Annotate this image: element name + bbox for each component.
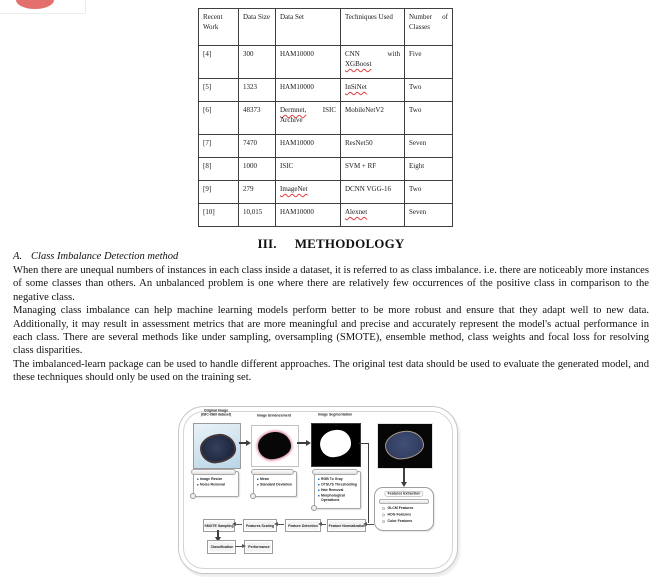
flow-box-features-scaling: Features Scaling xyxy=(243,519,277,532)
circle-bullet-icon xyxy=(382,520,385,523)
column-header: Number of Classes xyxy=(405,9,453,46)
methodology-flowchart-figure xyxy=(178,406,458,574)
segmentation-steps xyxy=(318,477,363,504)
enhancement-scroll xyxy=(253,471,297,497)
bullet-icon xyxy=(318,479,320,481)
preprocessing-steps xyxy=(197,477,241,488)
flow-box-performance: Performance xyxy=(244,540,273,554)
table-cell: [8] xyxy=(199,158,239,181)
original-lesion-image xyxy=(193,423,241,469)
feature-item: HOG Features xyxy=(382,512,440,519)
bullet-icon xyxy=(318,490,320,492)
body-text xyxy=(13,264,649,385)
table-cell: [10] xyxy=(199,204,239,227)
bullet-icon xyxy=(197,484,199,486)
process-step: Standard Deviation xyxy=(257,483,299,488)
process-step: Morphological Operations xyxy=(318,494,363,503)
bullet-icon xyxy=(257,479,259,481)
stage-label-image-enhancement: Image Enhancement xyxy=(256,414,292,418)
process-step: Image Resize xyxy=(197,477,241,482)
table-cell: 1323 xyxy=(239,79,276,102)
process-step: Mean xyxy=(257,477,299,482)
table-cell: [4] xyxy=(199,46,239,79)
enhancement-steps xyxy=(257,477,299,488)
section-heading xyxy=(0,236,662,252)
circle-bullet-icon xyxy=(382,507,385,510)
lesion-blob xyxy=(257,430,292,459)
arrow-down-icon xyxy=(217,530,219,538)
stage-label-original-image: Original Image (ISIC-ISBI dataset) xyxy=(200,409,232,417)
arrow-left-icon xyxy=(366,524,374,525)
table-cell: HAM10000 xyxy=(276,79,341,102)
top-left-artifact xyxy=(0,0,86,14)
table-cell: HAM10000 xyxy=(276,204,341,227)
connector-line xyxy=(368,443,369,523)
arrow-right-icon xyxy=(297,442,307,444)
table-cell: Eight xyxy=(405,158,453,181)
process-step: OTSU'S Thresholding xyxy=(318,483,363,488)
table-cell: MobileNetV2 xyxy=(341,102,405,135)
table-cell: ISIC xyxy=(276,158,341,181)
table-cell: 10,015 xyxy=(239,204,276,227)
lesion-blob xyxy=(199,432,238,464)
table-cell: Two xyxy=(405,181,453,204)
table-cell: 1000 xyxy=(239,158,276,181)
preprocessing-scroll xyxy=(193,471,239,497)
lesion-blob xyxy=(383,429,425,462)
section-number: III. xyxy=(257,236,277,251)
table-header-row xyxy=(199,9,453,46)
column-header: Recent Work xyxy=(199,9,239,46)
subsection-heading xyxy=(13,251,178,262)
table-cell: Seven xyxy=(405,135,453,158)
bullet-icon xyxy=(197,479,199,481)
enhanced-lesion-image xyxy=(251,425,299,467)
table-cell: Two xyxy=(405,102,453,135)
features-extraction-box xyxy=(374,487,434,531)
table-row xyxy=(199,181,453,204)
subsection-label: A. xyxy=(13,251,23,262)
arrow-right-icon xyxy=(235,546,243,547)
flow-box-feature-normalization: Feature Normalization xyxy=(327,519,366,532)
table-cell: Two xyxy=(405,79,453,102)
arrow-left-icon xyxy=(277,524,284,525)
table-row xyxy=(199,46,453,79)
bullet-icon xyxy=(318,495,320,497)
table-cell: 279 xyxy=(239,181,276,204)
lesion-mask-blob xyxy=(319,429,352,458)
table-cell: 7470 xyxy=(239,135,276,158)
column-header: Techniques Used xyxy=(341,9,405,46)
arrow-down-icon xyxy=(403,468,405,483)
table-cell: ResNet50 xyxy=(341,135,405,158)
features-extraction-title: Features Extraction xyxy=(385,491,424,497)
table-cell: Dermnet, ISIC Archive xyxy=(276,102,341,135)
feature-item: Color Features xyxy=(382,518,440,525)
table-row xyxy=(199,79,453,102)
red-oval-icon xyxy=(16,0,54,9)
table-body xyxy=(199,46,453,227)
literature-review-table xyxy=(198,8,453,227)
table-cell: 300 xyxy=(239,46,276,79)
bullet-icon xyxy=(318,484,320,486)
table-cell: DCNN VGG-16 xyxy=(341,181,405,204)
stage-label-image-segmentation: Image Segmentation xyxy=(317,413,353,417)
scroll-ribbon xyxy=(379,499,429,504)
features-extraction-items xyxy=(382,505,440,525)
table-cell: [7] xyxy=(199,135,239,158)
extracted-lesion-image xyxy=(377,423,433,469)
flow-box-classification: Classification xyxy=(207,540,236,554)
table-cell: CNN with XGBoost xyxy=(341,46,405,79)
bullet-icon xyxy=(257,484,259,486)
table-cell: 48373 xyxy=(239,102,276,135)
table-cell: Seven xyxy=(405,204,453,227)
arrow-right-icon xyxy=(239,442,247,444)
connector-line xyxy=(359,443,368,444)
subsection-title: Class Imbalance Detection method xyxy=(31,251,179,262)
table-cell: HAM10000 xyxy=(276,46,341,79)
segmented-lesion-mask-image xyxy=(311,423,361,467)
process-step: RGB To Gray xyxy=(318,477,363,482)
segmentation-scroll xyxy=(314,471,361,509)
table-row xyxy=(199,158,453,181)
table-cell: [9] xyxy=(199,181,239,204)
paragraph-3: The imbalanced-learn package can be used to handle different approaches. The original test data should be used to evaluate the generated model, and these techniques should only be used on the training set. xyxy=(13,358,649,384)
process-step: Noise Removal xyxy=(197,483,241,488)
table-cell: InSiNet xyxy=(341,79,405,102)
section-title: METHODOLOGY xyxy=(294,236,405,251)
table-cell: Five xyxy=(405,46,453,79)
table-cell: ImageNet xyxy=(276,181,341,204)
circle-bullet-icon xyxy=(382,513,385,516)
arrow-left-icon xyxy=(235,524,242,525)
paragraph-1: When there are unequal numbers of instances in each class inside a dataset, it is referred to as class imbalance. i.e. there are noticeably more instances of some classes than others. An unbalanced problem is one where there are relatively few occurrences of the positive class in comparison to the negative class. xyxy=(13,265,649,303)
table-row xyxy=(199,204,453,227)
feature-item: GLCM Features xyxy=(382,505,440,512)
flow-box-feature-detection: Feature Detection xyxy=(285,519,321,532)
table-row xyxy=(199,102,453,135)
table-row xyxy=(199,135,453,158)
table-cell: HAM10000 xyxy=(276,135,341,158)
column-header: Data Set xyxy=(276,9,341,46)
table-cell: SVM + RF xyxy=(341,158,405,181)
arrow-left-icon xyxy=(321,524,326,525)
table-cell: Alexnet xyxy=(341,204,405,227)
table-cell: [6] xyxy=(199,102,239,135)
paragraph-2: Managing class imbalance can help machine learning models perform better to be more robust and ensure that they adapt well to new data. Additionally, it may result in assessment metrics that are more meaningful and precise and accurately represent the model's actual performance in each class. There are several methods like under sampling, oversampling (SMOTE), ensemble method, class weights and focal loss for resolving class disparities. xyxy=(13,305,649,357)
table-cell: [5] xyxy=(199,79,239,102)
flow-box-smote-sampling: SMOTE Sampling xyxy=(203,519,235,532)
column-header: Data Size xyxy=(239,9,276,46)
process-step: Hair Removal xyxy=(318,488,363,493)
